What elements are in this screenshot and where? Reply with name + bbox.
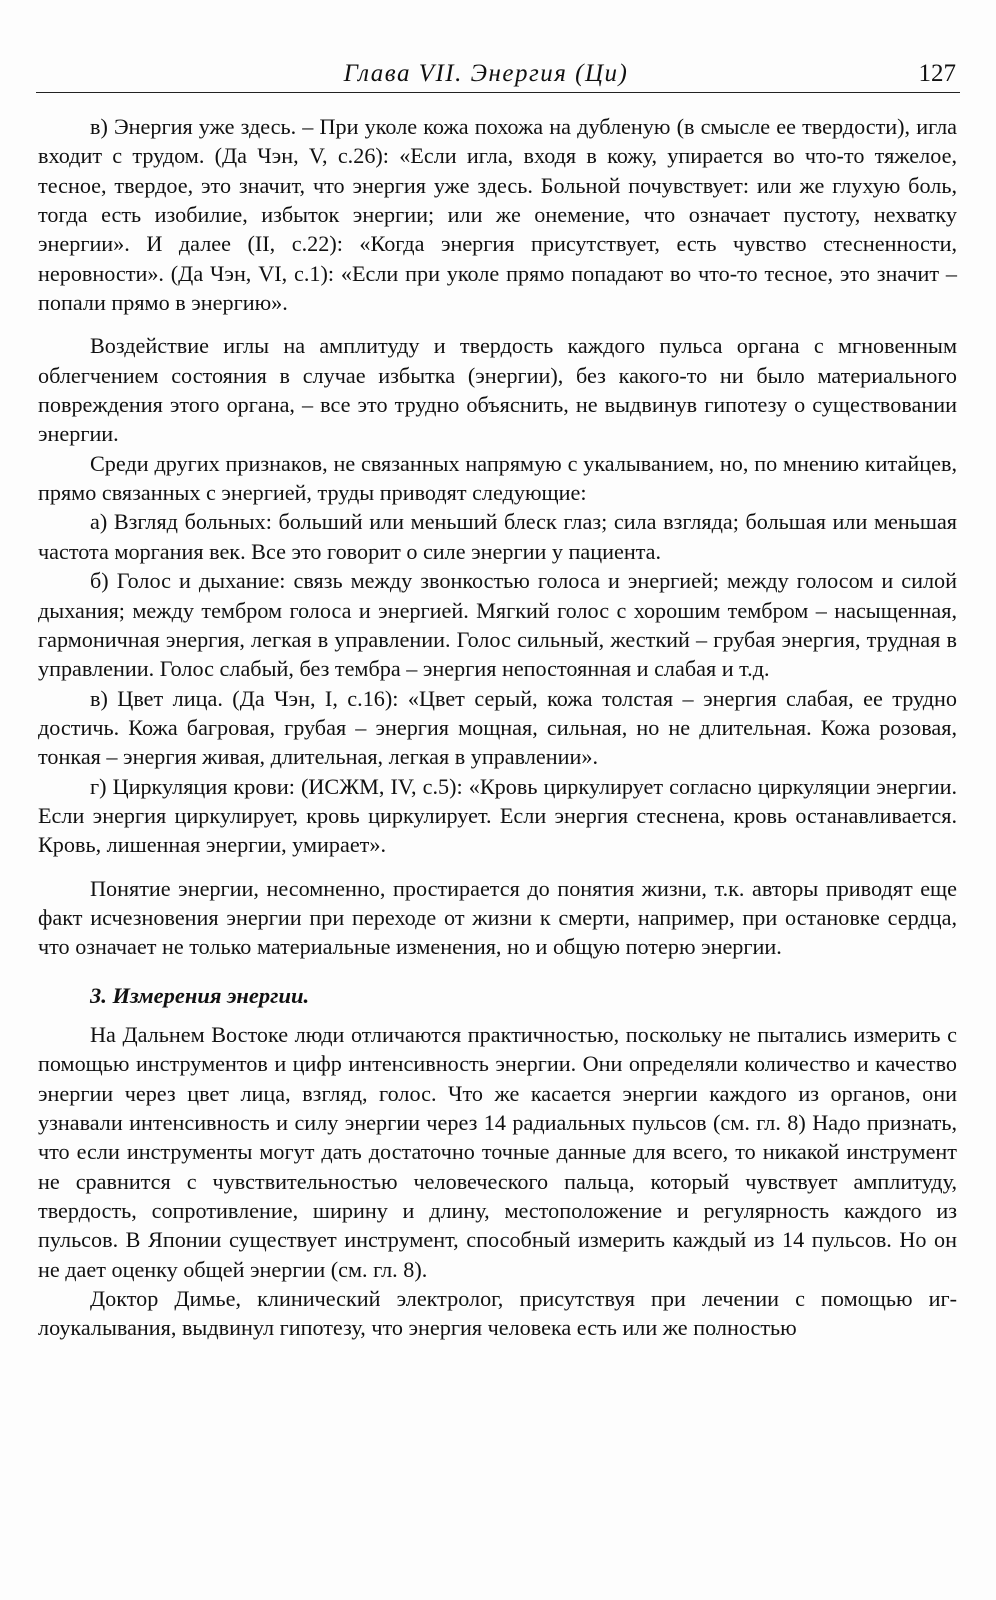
chapter-title: Глава VII. Энергия (Ци)	[343, 60, 629, 87]
section-heading: 3. Измерения энергии.	[90, 982, 310, 1008]
paragraph-voice: б) Голос и дыхание: связь между звонкостью голоса и энергией; между голосом и силой дыхания; между тембром голоса и энергией. Мягкий голос с хорошим тембром – насыщенная, гармоничная энергия, легкая в управлении. Голос сильный, жесткий – грубая энергия, трудная в управлении. Голос слабый, без тембра – энергия непостоянная и слабая и т.д.	[38, 568, 957, 682]
paragraph-measurement: На Дальнем Востоке люди отличаются практичностью, поскольку не пытались измерить с помощью инструментов и цифр интенсивность энергии. Они определяли количество и качество энергии через цвет лица, взгляд, голос. Что же касается энергии каждого из органов, они узнавали интенсивность и силу энергии через 14 радиальных пульсов (см. гл. 8) Надо признать, что если инструменты могут дать достаточно точные данные для всего, то никакой инструмент не сравнится с чувствительностью человеческого пальца, который чувствует амплитуду, твердость, сопротивление, ширину и длину, местоположение и регулярность каждого из пульсов. В Японии существует инструмент, способный измерить каждый из 14 пульсов. Но он не дает оценку общей энергии (см. гл. 8).	[38, 1021, 957, 1282]
paragraph-needle-effect: Воздействие иглы на амплитуду и твердость каждого пульса органа с мгновенным облегчением состояния в случае избытка (энергии), без какого-то ни было материального повреждения этого органа, – все это трудно объяснить, не выдвинув гипотезу о существовании энергии.	[38, 333, 957, 447]
page-number: 127	[918, 60, 956, 87]
paragraph-other-signs: Среди других признаков, не связанных напрямую с укалыванием, но, по мнению китайцев, прямо связанных с энергией, труды приводят следующие:	[38, 450, 957, 506]
running-header	[36, 58, 960, 93]
paragraph-blood-circulation: г) Циркуляция крови: (ИСЖМ, IV, с.5): «Кровь циркулирует согласно циркуляции энергии. Если энергия циркулирует, кровь циркулирует. Если энергия стеснена, кровь останавливается. Кровь, лишенная энергии, умирает».	[38, 773, 957, 858]
paragraph-gaze: а) Взгляд больных: больший или меньший блеск глаз; сила взгляда; большая или меньшая частота моргания век. Все это говорит о силе энергии у пациента.	[38, 509, 957, 564]
paragraph-energy-present: в) Энергия уже здесь. – При уколе кожа похожа на дубленую (в смысле ее твердости), игла входит с трудом. (Да Чэн, V, с.26): «Если игла, входя в кожу, упирается во что-то тяжелое, тесное, твердое, это значит, что энергия уже здесь. Больной почувствует: или же глухую боль, тогда есть изобилие, избыток энергии; или же онемение, что означает пустоту, нехватку энергии». И далее (II, с.22): «Когда энергия присутствует, есть чувство стесненности, неровности». (Да Чэн, VI, с.1): «Если при уколе прямо попадают во что-то тесное, это значит – попали прямо в энергию».	[38, 114, 957, 316]
paragraph-life-concept: Понятие энергии, несомненно, простирается до понятия жизни, т.к. авторы приводят еще факт исчезновения энергии при переходе от жизни к смерти, например, при остановке сердца, что означает не только материальные изменения, но и общую потерю энергии.	[38, 875, 957, 960]
paragraph-face-color: в) Цвет лица. (Да Чэн, I, с.16): «Цвет серый, кожа толстая – энергия слабая, ее трудно достичь. Кожа багровая, грубая – энергия мощная, сильная, но не длительная. Кожа розовая, тонкая – энергия живая, длительная, легкая в управлении».	[38, 685, 957, 770]
paragraph-dimier: Доктор Димье, клинический электролог, присутствуя при лечении с помощью иглоукалывания, выдвинул гипотезу, что энергия человека есть или же полностью	[38, 1286, 957, 1341]
page-body	[38, 112, 957, 1343]
